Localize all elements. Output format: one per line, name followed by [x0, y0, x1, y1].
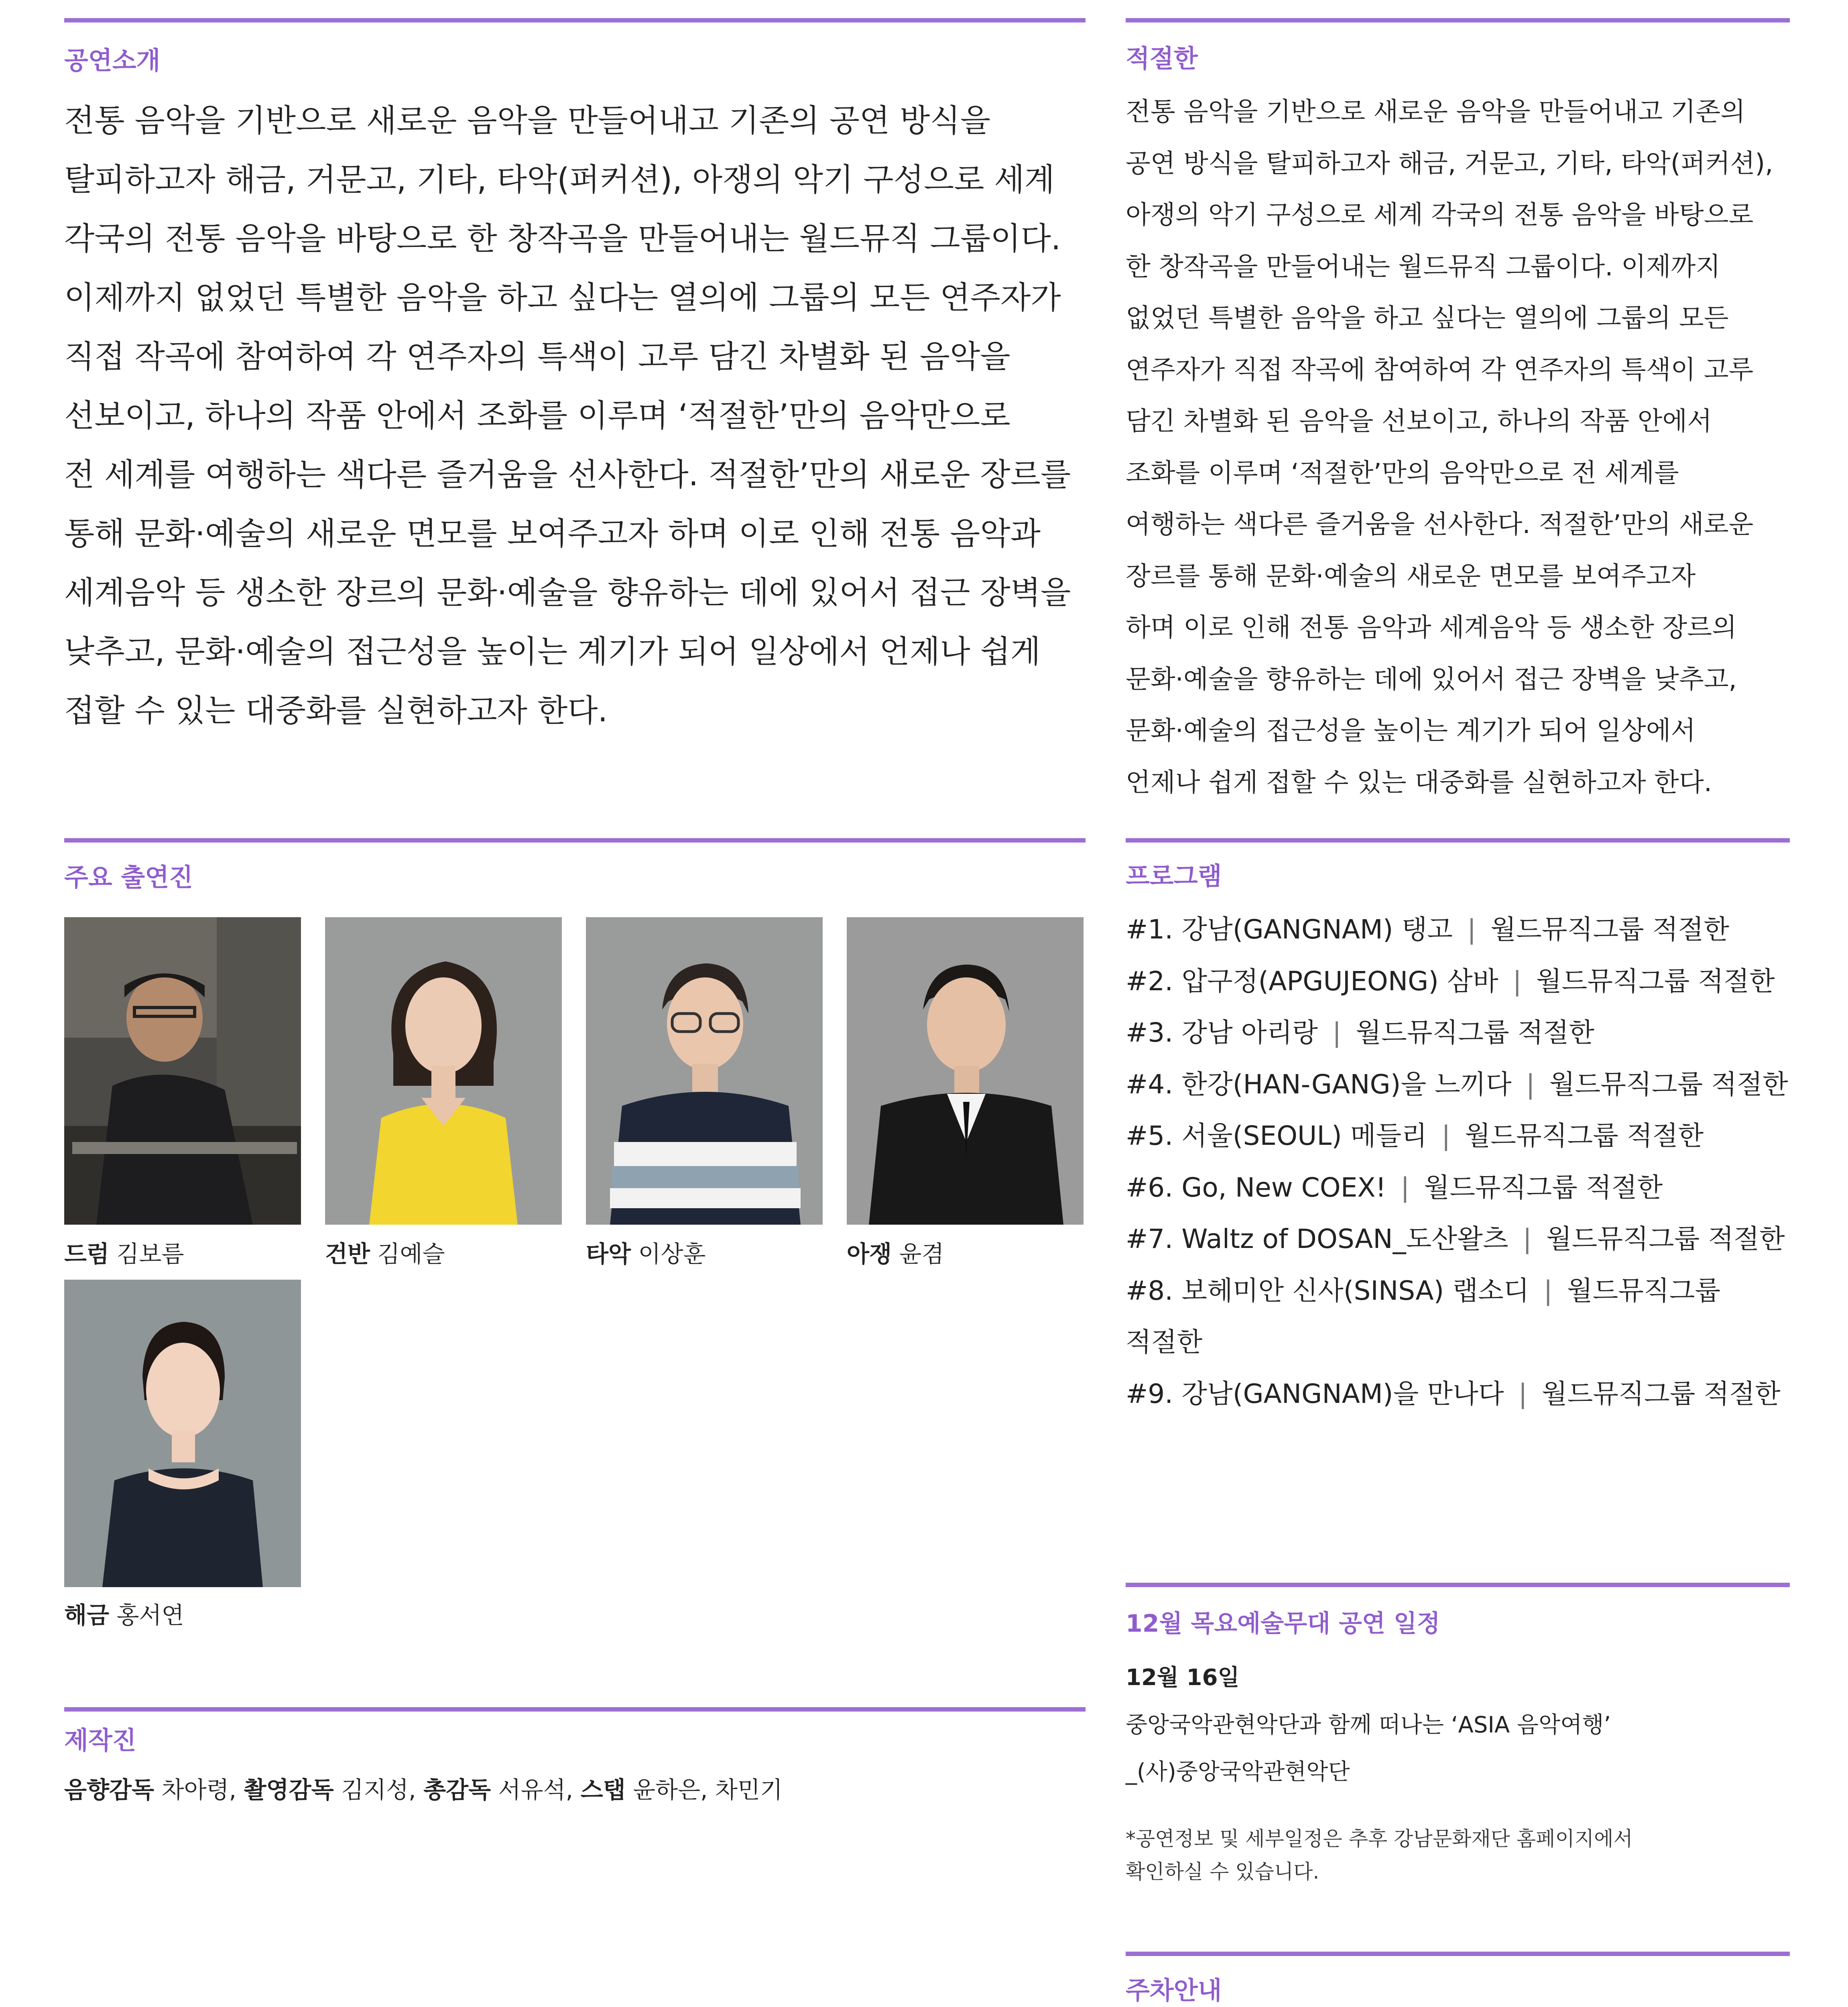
cast-name: 이상훈 [638, 1240, 706, 1268]
program-title: #8. 보헤미안 신사(SINSA) 랩소디 [1126, 1275, 1529, 1306]
cast-name: 홍서연 [116, 1602, 184, 1629]
staff-names: 서유석, [498, 1776, 573, 1803]
photo-keyboard-member [325, 917, 562, 1225]
separator: | [1441, 1120, 1451, 1151]
program-item [1126, 1213, 1790, 1265]
cast-caption-percussion [586, 1242, 706, 1266]
intro-line: 통해 문화·예술의 새로운 면모를 보여주고자 하며 이로 인해 전통 음악과 [64, 516, 1041, 552]
group-line: 전통 음악을 기반으로 새로운 음악을 만들어내고 기존의 [1126, 97, 1746, 127]
intro-line: 각국의 전통 음악을 바탕으로 한 창작곡을 만들어내는 월드뮤직 그룹이다. [64, 221, 1061, 257]
keyboardist-photo-illustration [325, 917, 562, 1225]
group-line: 문화·예술의 접근성을 높이는 계기가 되어 일상에서 [1126, 716, 1696, 746]
intro-text [64, 92, 1086, 741]
photo-percussion-member [586, 917, 823, 1225]
program-item [1126, 1110, 1790, 1162]
intro-line: 세계음악 등 생소한 장르의 문화·예술을 향유하는 데에 있어서 접근 장벽을 [64, 575, 1071, 611]
staff-names: 윤하은, 차민기 [633, 1776, 783, 1803]
group-heading: 적절한 [1126, 44, 1198, 73]
intro-heading: 공연소개 [64, 46, 161, 75]
haegeum-player-photo-illustration [64, 1280, 301, 1587]
program-list [1126, 904, 1790, 1420]
program-item [1126, 1059, 1790, 1111]
program-item-continuation: 적절한 [1126, 1327, 1203, 1358]
intro-line: 전 세계를 여행하는 색다른 즐거움을 선사한다. 적절한’만의 새로운 장르를 [64, 457, 1071, 493]
group-line: 한 창작곡을 만들어내는 월드뮤직 그룹이다. 이제까지 [1126, 252, 1721, 282]
intro-line: 이제까지 없었던 특별한 음악을 하고 싶다는 열의에 그룹의 모든 연주자가 [64, 280, 1061, 316]
schedule-heading: 12월 목요예술무대 공연 일정 [1126, 1610, 1440, 1638]
group-line: 담긴 차별화 된 음악을 선보이고, 하나의 작품 안에서 [1126, 407, 1712, 436]
rule-group [1126, 18, 1790, 22]
staff-role: 촬영감독 [244, 1776, 334, 1803]
photo-haegeum-member [64, 1280, 301, 1587]
staff-credits [64, 1778, 783, 1801]
cast-name: 김예슬 [377, 1240, 445, 1268]
intro-line: 낮추고, 문화·예술의 접근성을 높이는 계기가 되어 일상에서 언제나 쉽게 [64, 634, 1041, 670]
cast-name: 윤겸 [899, 1240, 944, 1268]
program-artist: 월드뮤직그룹 적절한 [1424, 1172, 1663, 1203]
program-artist: 월드뮤직그룹 적절한 [1546, 1223, 1785, 1254]
rule-program [1126, 838, 1790, 843]
group-line: 여행하는 색다른 즐거움을 선사한다. 적절한’만의 새로운 [1126, 510, 1754, 539]
group-line: 없었던 특별한 음악을 하고 싶다는 열의에 그룹의 모든 [1126, 303, 1729, 333]
intro-line: 전통 음악을 기반으로 새로운 음악을 만들어내고 기존의 공연 방식을 [64, 103, 991, 139]
program-artist: 월드뮤직그룹 적절한 [1465, 1120, 1704, 1151]
percussionist-photo-illustration [586, 917, 823, 1225]
program-title: #3. 강남 아리랑 [1126, 1017, 1318, 1048]
group-line: 공연 방식을 탈피하고자 해금, 거문고, 기타, 타악(퍼커션), [1126, 149, 1773, 179]
program-title: #7. Waltz of DOSAN_도산왈츠 [1126, 1223, 1508, 1254]
parking-heading: 주차안내 [1126, 1976, 1222, 2005]
group-line: 언제나 쉽게 접할 수 있는 대중화를 실현하고자 한다. [1126, 767, 1712, 798]
program-item [1126, 1368, 1790, 1420]
program-item [1126, 1007, 1790, 1059]
cast-caption-ajaeng [847, 1242, 944, 1266]
program-artist: 월드뮤직그룹 적절한 [1490, 914, 1730, 945]
intro-line: 탈피하고자 해금, 거문고, 기타, 타악(퍼커션), 아쟁의 악기 구성으로 세계 [64, 162, 1055, 198]
staff-names: 김지성, [341, 1776, 416, 1803]
cast-caption-drum [64, 1242, 184, 1266]
separator: | [1332, 1017, 1342, 1048]
separator: | [1513, 965, 1522, 997]
program-title: #5. 서울(SEOUL) 메들리 [1126, 1120, 1427, 1151]
program-item [1126, 956, 1790, 1008]
separator: | [1523, 1223, 1532, 1254]
program-artist: 월드뮤직그룹 적절한 [1356, 1017, 1595, 1048]
rule-intro [64, 18, 1086, 22]
program-title: #9. 강남(GANGNAM)을 만나다 [1126, 1378, 1504, 1409]
staff-role: 총감독 [423, 1776, 491, 1803]
program-artist: 월드뮤직그룹 적절한 [1541, 1378, 1781, 1409]
program-title: #4. 한강(HAN-GANG)을 느끼다 [1126, 1069, 1512, 1100]
separator: | [1401, 1172, 1410, 1203]
rule-parking [1126, 1952, 1790, 1956]
program-artist: 월드뮤직그룹 적절한 [1549, 1069, 1788, 1100]
note-line: *공연정보 및 세부일정은 추후 강남문화재단 홈페이지에서 [1126, 1827, 1633, 1850]
cast-caption-keyboard [325, 1242, 445, 1266]
program-item [1126, 904, 1790, 956]
program-title: #6. Go, New COEX! [1126, 1172, 1387, 1203]
schedule-date: 12월 16일 [1126, 1665, 1240, 1691]
group-text [1126, 86, 1790, 808]
staff-heading: 제작진 [64, 1726, 136, 1755]
rule-schedule [1126, 1583, 1790, 1587]
intro-line: 직접 작곡에 참여하여 각 연주자의 특색이 고루 담긴 차별화 된 음악을 [64, 339, 1010, 375]
cast-name: 김보름 [116, 1240, 184, 1268]
drummer-photo-illustration [64, 917, 301, 1225]
separator: | [1467, 914, 1476, 945]
cast-role: 해금 [64, 1602, 110, 1629]
staff-names: 차아령, [161, 1776, 237, 1803]
intro-line: 접할 수 있는 대중화를 실현하고자 한다. [64, 693, 608, 729]
program-title: #2. 압구정(APGUJEONG) 삼바 [1126, 965, 1498, 997]
schedule-event: 중앙국악관현악단과 함께 떠나는 ‘ASIA 음악여행’ [1126, 1712, 1611, 1738]
program-title: #1. 강남(GANGNAM) 탱고 [1126, 914, 1453, 945]
group-line: 조화를 이루며 ‘적절한’만의 음악만으로 전 세계를 [1126, 458, 1679, 488]
group-line: 아쟁의 악기 구성으로 세계 각국의 전통 음악을 바탕으로 [1126, 200, 1754, 230]
cast-heading: 주요 출연진 [64, 863, 193, 892]
group-line: 장르를 통해 문화·예술의 새로운 면모를 보여주고자 [1126, 561, 1696, 591]
staff-role: 스탭 [580, 1776, 626, 1803]
photo-drum-member [64, 917, 301, 1225]
separator: | [1526, 1069, 1535, 1100]
group-line: 문화·예술을 향유하는 데에 있어서 접근 장벽을 낮추고, [1126, 664, 1737, 694]
program-heading: 프로그램 [1126, 861, 1222, 891]
group-line: 연주자가 직접 작곡에 참여하여 각 연주자의 특색이 고루 [1126, 355, 1754, 385]
cast-caption-haegeum [64, 1604, 184, 1627]
cast-role: 건반 [325, 1240, 370, 1268]
cast-role: 아쟁 [847, 1240, 892, 1268]
photo-ajaeng-member [847, 917, 1084, 1225]
note-line: 확인하실 수 있습니다. [1126, 1860, 1319, 1883]
program-item [1126, 1162, 1790, 1214]
program-item [1126, 1265, 1790, 1317]
schedule-org: _(사)중앙국악관현악단 [1126, 1759, 1350, 1785]
separator: | [1543, 1275, 1553, 1306]
cast-role: 드럼 [64, 1240, 110, 1268]
rule-cast [64, 838, 1086, 843]
schedule-note [1126, 1822, 1633, 1888]
group-line: 하며 이로 인해 전통 음악과 세계음악 등 생소한 장르의 [1126, 613, 1737, 643]
rule-staff [64, 1707, 1086, 1712]
ajaeng-player-photo-illustration [847, 917, 1084, 1225]
staff-role: 음향감독 [64, 1776, 155, 1803]
program-artist: 월드뮤직그룹 적절한 [1536, 965, 1775, 997]
intro-line: 선보이고, 하나의 작품 안에서 조화를 이루며 ‘적절한’만의 음악만으로 [64, 398, 1010, 434]
program-artist: 월드뮤직그룹 [1567, 1275, 1721, 1306]
cast-role: 타악 [586, 1240, 631, 1268]
separator: | [1518, 1378, 1527, 1409]
